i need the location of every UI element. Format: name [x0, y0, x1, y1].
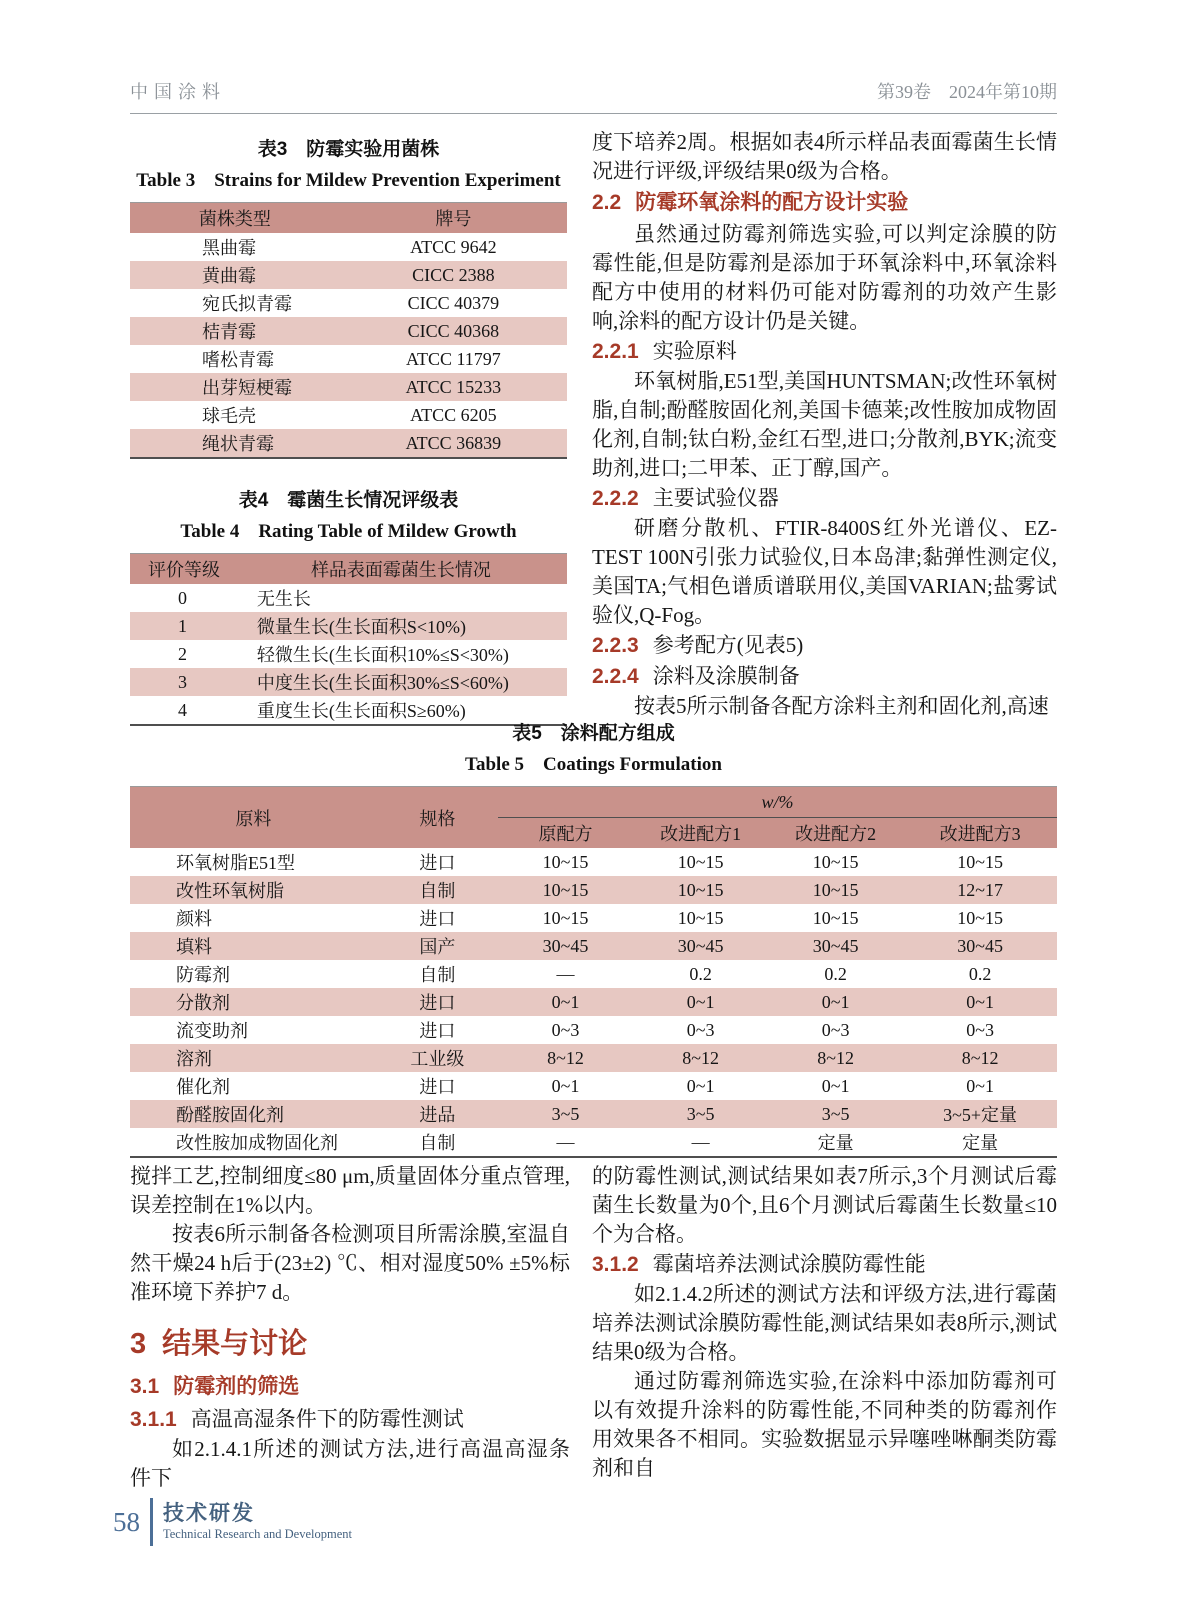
table-cell: 30~45	[498, 932, 633, 960]
section-title: 涂料及涂膜制备	[652, 664, 800, 688]
table3-col-strain-type: 菌株类型	[130, 203, 340, 234]
section-title: 结果与讨论	[162, 1328, 308, 1360]
section-number: 2.2	[592, 191, 622, 214]
table5-block	[130, 718, 1057, 1158]
table-cell: 10~15	[633, 876, 768, 904]
table-cell: 改性环氧树脂	[130, 876, 377, 904]
table5-body	[130, 848, 1057, 1157]
section-heading-2-2-4	[592, 661, 1057, 692]
paragraph: 的防霉性测试,测试结果如表7所示,3个月测试后霉菌生长数量为0个,且6个月测试后霉菌生长数量≤10个为合格。	[592, 1164, 1057, 1246]
table-cell: 0~1	[498, 988, 633, 1016]
right-column-bottom	[592, 1162, 1057, 1483]
table-cell: 10~15	[957, 907, 1003, 928]
journal-name: 中国涂料	[130, 82, 226, 102]
table-row	[130, 1128, 1057, 1157]
table-cell: 出芽短梗霉	[130, 373, 340, 401]
table-cell: 催化剂	[176, 1077, 230, 1097]
section-number: 3.1.1	[130, 1408, 177, 1431]
table-cell: 0~1	[686, 1075, 715, 1096]
table-cell: 10~15	[677, 851, 724, 872]
table-header-row	[130, 787, 1057, 818]
table-cell: 10~15	[812, 851, 859, 872]
table-row	[130, 233, 567, 261]
table-cell: 10~15	[498, 876, 633, 904]
table-cell: 轻微生长(生长面积10%≤S<30%)	[256, 645, 509, 665]
table5-subcol-improved3: 改进配方3	[903, 818, 1057, 849]
left-column-bottom	[130, 1162, 570, 1493]
table-cell: 流变助剂	[176, 1021, 248, 1041]
table-row	[130, 668, 567, 696]
footer-section-zh: 技术研发	[163, 1502, 255, 1525]
table-row	[130, 988, 1057, 1016]
table-cell: ATCC 6205	[410, 404, 497, 425]
paragraph: 搅拌工艺,控制细度≤80 μm,质量固体分重点管理,误差控制在1%以内。	[130, 1164, 570, 1217]
section-title: 实验原料	[652, 339, 737, 363]
table-cell: —	[691, 1131, 710, 1152]
paragraph: 如2.1.4.1所述的测试方法,进行高温高湿条件下	[130, 1437, 570, 1490]
table-cell: 3~5+定量	[903, 1100, 1057, 1128]
section-number: 3	[130, 1328, 147, 1360]
table-cell: 0~1	[966, 1075, 994, 1096]
table-row	[130, 932, 1057, 960]
table-row	[130, 876, 1057, 904]
table3-strains	[130, 202, 567, 459]
table-cell: 无生长	[256, 589, 311, 609]
paragraph: 通过防霉剂筛选实验,在涂料中添加防霉剂可以有效提升涂料的防霉性能,不同种类的防霉剂作用效果各不相同。实验数据显示异噻唑啉酮类防霉剂和自	[592, 1369, 1057, 1480]
table-cell: 8~12	[633, 1044, 768, 1072]
table-cell: ATCC 36839	[340, 429, 567, 458]
table-cell: 颜料	[176, 909, 212, 929]
section-title: 防霉环氧涂料的配方设计实验	[635, 191, 909, 214]
footer-section-en: Technical Research and Development	[163, 1527, 352, 1541]
table3-title-en: Table 3 Strains for Mildew Prevention Experiment	[136, 170, 561, 191]
table3-col-brand: 牌号	[340, 203, 567, 234]
table-cell: 10~15	[812, 907, 859, 928]
table-cell: 黑曲霉	[202, 238, 256, 258]
table-cell: 8~12	[903, 1044, 1057, 1072]
table-header-row	[130, 203, 567, 234]
table-cell: 8~12	[498, 1044, 633, 1072]
table5-formulation	[130, 786, 1057, 1158]
paragraph: 按表6所示制备各检测项目所需涂膜,室温自然干燥24 h后于(23±2) ℃、相对湿度50% ±5%标准环境下养护7 d。	[130, 1222, 570, 1304]
table-cell: 重度生长(生长面积S≥60%)	[256, 701, 466, 721]
footer-divider	[150, 1498, 153, 1546]
section-number: 2.2.1	[592, 340, 639, 363]
table4-title-en: Table 4 Rating Table of Mildew Growth	[180, 521, 517, 542]
footer-section	[163, 1502, 352, 1542]
table-cell: 酚醛胺固化剂	[130, 1100, 377, 1128]
table-row	[130, 904, 1057, 932]
table-cell: 0.2	[968, 963, 992, 984]
table-cell: 嗜松青霉	[202, 350, 274, 370]
table-cell: 分散剂	[130, 988, 377, 1016]
table-cell: CICC 40368	[340, 317, 567, 345]
table5-subcol-improved1: 改进配方1	[633, 818, 768, 849]
table-cell: 0~3	[686, 1019, 715, 1040]
table-cell: ATCC 15233	[340, 373, 567, 401]
table-cell: 自制	[377, 876, 498, 904]
table4-col-growth: 样品表面霉菌生长情况	[235, 554, 567, 585]
table-cell: 0~3	[966, 1019, 994, 1040]
paragraph: 研磨分散机、FTIR-8400S红外光谱仪、EZ-TEST 100N引张力试验仪,日本岛津;黏弹性测定仪,美国TA;气相色谱质谱联用仪,美国VARIAN;盐雾试验仪,Q-Fog。	[592, 516, 1057, 627]
table5-col-w-percent: w/%	[498, 787, 1057, 818]
issue-info: 第39卷 2024年第10期	[877, 82, 1057, 102]
table-cell: —	[556, 963, 575, 984]
table-row	[130, 1100, 1057, 1128]
section-heading-3-1	[130, 1371, 570, 1403]
table5-subcol-original: 原配方	[498, 818, 633, 849]
paragraph: 度下培养2周。根据如表4所示样品表面霉菌生长情况进行评级,评级结果0级为合格。	[592, 130, 1057, 183]
paragraph: 虽然通过防霉剂筛选实验,可以判定涂膜的防霉性能,但是防霉剂是添加于环氧涂料中,环氧涂料配方中使用的材料仍可能对防霉剂的功效产生影响,涂料的配方设计仍是关键。	[592, 222, 1057, 333]
section-number: 2.2.3	[592, 634, 639, 657]
table-row	[130, 1016, 1057, 1044]
table-cell: 进口	[419, 909, 456, 929]
table4-rating	[130, 553, 567, 726]
table-header-row	[130, 554, 567, 585]
page-footer	[113, 1498, 352, 1546]
table5-subcol-improved2: 改进配方2	[768, 818, 903, 849]
table5-title-en: Table 5 Coatings Formulation	[465, 754, 722, 775]
table-cell: 进口	[377, 988, 498, 1016]
table-cell: 10~15	[542, 907, 589, 928]
running-head	[130, 78, 1057, 114]
table-cell: 绳状青霉	[130, 429, 340, 458]
table-cell: 进口	[419, 1021, 456, 1041]
table-cell: ATCC 9642	[410, 236, 497, 257]
table-cell: 工业级	[377, 1044, 498, 1072]
table-row	[130, 584, 567, 612]
table-row	[130, 960, 1057, 988]
section-title: 高温高湿条件下的防霉性测试	[190, 1407, 464, 1431]
table-cell: 3~5	[498, 1100, 633, 1128]
table5-title-zh: 表5 涂料配方组成	[512, 723, 675, 744]
table-row	[130, 317, 567, 345]
table3-body	[130, 233, 567, 458]
section-title: 霉菌培养法测试涂膜防霉性能	[652, 1252, 926, 1276]
section-heading-2-2-1	[592, 336, 1057, 367]
table-cell: 中度生长(生长面积30%≤S<60%)	[235, 668, 567, 696]
table4-title-zh: 表4 霉菌生长情况评级表	[238, 490, 459, 511]
paragraph: 环氧树脂,E51型,美国HUNTSMAN;改性环氧树脂,自制;酚醛胺固化剂,美国卡德莱;改性胺加成物固化剂,自制;钛白粉,金红石型,进口;分散剂,BYK;流变助剂,进口;二甲苯、正丁醇,国产。	[592, 369, 1057, 480]
table-cell: 环氧树脂E51型	[176, 853, 295, 873]
table-cell: 自制	[419, 965, 456, 985]
table-cell: 0.2	[689, 963, 712, 984]
table5-col-spec: 规格	[377, 787, 498, 849]
table-cell: 自制	[419, 1133, 456, 1153]
table5-col-material: 原料	[130, 787, 377, 849]
table-cell: 30~45	[633, 932, 768, 960]
table-cell: 球毛壳	[202, 406, 256, 426]
section-heading-3-1-1	[130, 1404, 570, 1435]
table4-body	[130, 584, 567, 725]
section-heading-2-2-2	[592, 483, 1057, 514]
table-row	[130, 1072, 1057, 1100]
table-cell: 0~3	[821, 1019, 850, 1040]
table-cell: 0~1	[551, 1075, 580, 1096]
spacer	[130, 459, 567, 485]
table3-title-zh: 表3 防霉实验用菌株	[257, 139, 440, 160]
table-cell: 宛氏拟青霉	[202, 294, 292, 314]
section-title: 主要试验仪器	[652, 486, 779, 510]
table-cell: 进口	[419, 853, 456, 873]
section-title: 防霉剂的筛选	[173, 1375, 300, 1398]
table-row	[130, 1044, 1057, 1072]
table-row	[130, 429, 567, 458]
table-cell: 10~15	[768, 876, 903, 904]
table-cell: 0~3	[551, 1019, 580, 1040]
table-cell: CICC 2388	[340, 261, 567, 289]
table-cell: 进品	[377, 1100, 498, 1128]
table-cell: 定量	[817, 1133, 854, 1153]
table-cell: 0~1	[903, 988, 1057, 1016]
table-cell: 10~15	[677, 907, 724, 928]
table-cell: 国产	[377, 932, 498, 960]
table4-col-rating: 评价等级	[130, 554, 235, 585]
table-row	[130, 289, 567, 317]
table-cell: 12~17	[903, 876, 1057, 904]
table-cell: 30~45	[903, 932, 1057, 960]
table-cell: 0.2	[824, 963, 847, 984]
paragraph: 如2.1.4.2所述的测试方法和评级方法,进行霉菌培养法测试涂膜防霉性能,测试结果如表8所示,测试结果0级为合格。	[592, 1282, 1057, 1364]
table-cell: 桔青霉	[130, 317, 340, 345]
table-row	[130, 261, 567, 289]
table-cell: —	[556, 1131, 575, 1152]
table-cell: 30~45	[768, 932, 903, 960]
table-cell: 微量生长(生长面积S<10%)	[235, 612, 567, 640]
table-cell: CICC 40379	[407, 292, 500, 313]
table-cell: 0	[177, 587, 187, 608]
table-cell: 3~5	[768, 1100, 903, 1128]
table-row	[130, 401, 567, 429]
table-cell: 3	[130, 668, 235, 696]
table-cell: 黄曲霉	[130, 261, 340, 289]
table-cell: 10~15	[957, 851, 1003, 872]
section-number: 2.2.4	[592, 665, 639, 688]
table-cell: 填料	[130, 932, 377, 960]
table-cell: 4	[177, 699, 187, 720]
table-cell: 10~15	[542, 851, 589, 872]
table-cell: 3~5	[633, 1100, 768, 1128]
table-cell: 8~12	[768, 1044, 903, 1072]
table-cell: 0~1	[768, 988, 903, 1016]
table-row	[130, 373, 567, 401]
table-cell: 0~1	[821, 1075, 850, 1096]
table-cell: 进口	[419, 1077, 456, 1097]
right-column-top	[592, 128, 1057, 721]
page-number: 58	[113, 1506, 140, 1537]
section-number: 2.2.2	[592, 487, 639, 510]
table-cell: 0~1	[633, 988, 768, 1016]
table-row	[130, 640, 567, 668]
section-heading-2-2-3	[592, 630, 1057, 661]
table-cell: 1	[130, 612, 235, 640]
section-heading-3-1-2	[592, 1249, 1057, 1280]
table-cell: 改性胺加成物固化剂	[176, 1133, 338, 1153]
section-title: 参考配方(见表5)	[652, 633, 804, 657]
paragraph: 按表5所示制备各配方涂料主剂和固化剂,高速	[634, 694, 1049, 718]
table-cell: 2	[177, 643, 187, 664]
table-row	[130, 848, 1057, 876]
section-number: 3.1	[130, 1375, 160, 1398]
section-heading-2-2	[592, 187, 1057, 219]
table-cell: 定量	[962, 1133, 999, 1153]
section-heading-3	[130, 1327, 570, 1361]
table-cell: 溶剂	[130, 1044, 377, 1072]
table-row	[130, 345, 567, 373]
table-cell: ATCC 11797	[405, 348, 501, 369]
section-number: 3.1.2	[592, 1253, 639, 1276]
table-row	[130, 612, 567, 640]
table-cell: 防霉剂	[176, 965, 230, 985]
left-column-top	[130, 134, 567, 726]
